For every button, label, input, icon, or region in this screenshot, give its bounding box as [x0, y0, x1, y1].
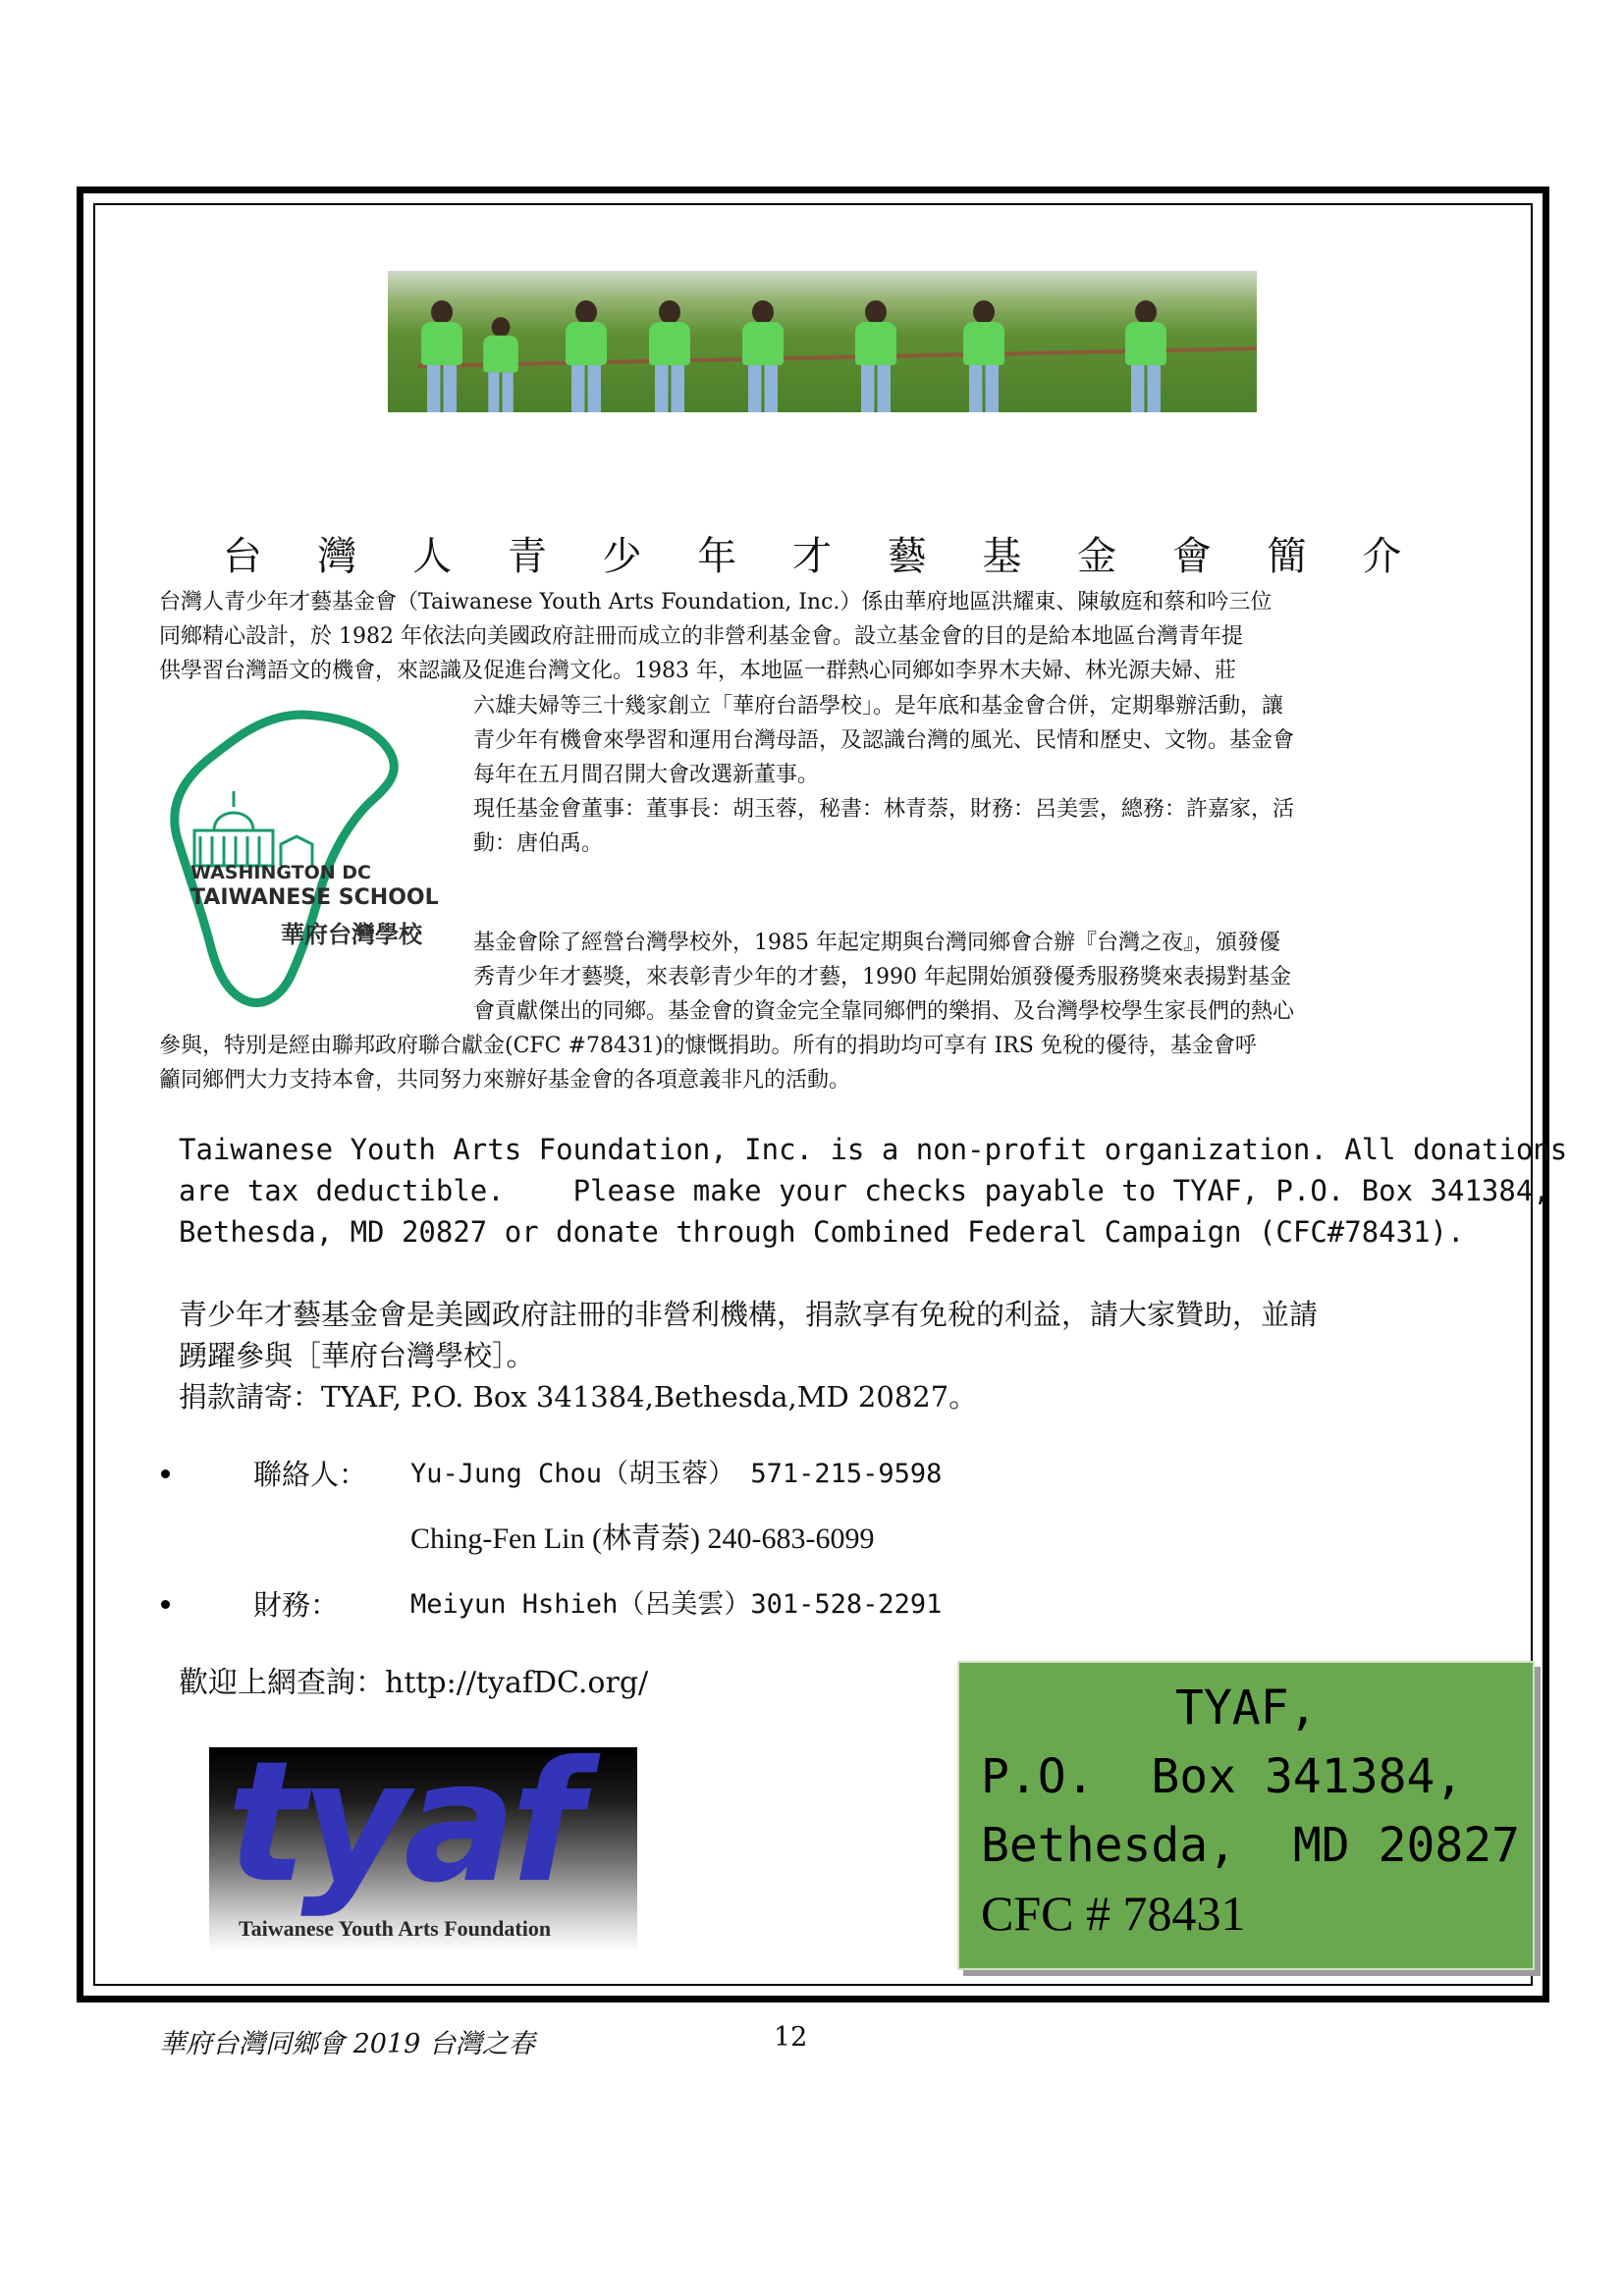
intro-line: 動：唐伯禹。: [473, 831, 604, 856]
english-line: Bethesda, MD 20827 or donate through Combined Federal Campaign (CFC#78431).: [179, 1215, 1465, 1249]
address-line-1: TYAF,: [1175, 1681, 1318, 1735]
intro-line: 秀青少年才藝獎，來表彰青少年的才藝，1990 年起開始頒發優秀服務獎來表揚對基金: [473, 965, 1291, 989]
english-line: are tax deductible. Please make your checks payable to TYAF, P.O. Box 341384,: [179, 1174, 1550, 1207]
school-logo-line1: WASHINGTON DC: [190, 862, 371, 883]
intro-line: 供學習台灣語文的機會，來認識及促進台灣文化。1983 年，本地區一群熱心同鄉如李界木夫婦、林光源夫婦、莊: [159, 659, 1236, 683]
intro-line: 每年在五月間召開大會改選新董事。: [473, 763, 820, 787]
tyaf-logo-word: tyaf: [227, 1747, 577, 1920]
child-figure: [415, 294, 468, 412]
address-box: [957, 1661, 1535, 1970]
chinese-line: 青少年才藝基金會是美國政府註冊的非營利機構，捐款享有免稅的利益，請大家贊助，並請: [179, 1298, 1319, 1331]
english-donation-text: [179, 1129, 1568, 1253]
taiwanese-school-logo: [155, 709, 450, 1013]
intro-line: 現任基金會董事：董事長：胡玉蓉，秘書：林青萘，財務：呂美雲，總務：許嘉家，活: [473, 797, 1295, 822]
finance-label: 財務：: [253, 1588, 340, 1622]
child-figure: [736, 294, 789, 412]
tyaf-logo-name: Taiwanese Youth Arts Foundation: [239, 1916, 552, 1941]
child-figure: [957, 294, 1010, 412]
chinese-donation-text: [179, 1294, 1475, 1417]
intro-paragraph-top: [159, 585, 1475, 688]
website-line: 歡迎上網查詢：http://tyafDC.org/: [179, 1666, 649, 1700]
contact-label: 聯絡人：: [253, 1458, 368, 1491]
taiwan-outline-icon: [155, 709, 450, 1013]
bullet-icon: [161, 1600, 170, 1609]
intro-line: 同鄉精心設計，於 1982 年依法向美國政府註冊而成立的非營利基金會。設立基金會的目的是給本地區台灣青年提: [159, 624, 1243, 649]
intro-line: 台灣人青少年才藝基金會（Taiwanese Youth Arts Foundation, Inc.）係由華府地區洪耀東、陳敏庭和蔡和吟三位: [159, 590, 1272, 614]
address-line-2: P.O. Box 341384,: [981, 1749, 1464, 1804]
tug-of-war-photo: [388, 271, 1257, 412]
english-line: Taiwanese Youth Arts Foundation, Inc. is a non-profit organization. All donations: [179, 1133, 1568, 1166]
footer-publication: 華府台灣同鄉會 2019 台灣之春: [159, 2029, 535, 2059]
contact-2: Ching-Fen Lin (林青萘) 240-683-6099: [410, 1522, 875, 1555]
contact-1: Yu-Jung Chou（胡玉蓉） 571-215-9598: [410, 1459, 943, 1489]
intro-paragraph-right-2: [473, 926, 1475, 1029]
finance-contact: Meiyun Hshieh（呂美雲）301-528-2291: [410, 1589, 943, 1620]
school-logo-line2: TAIWANESE SCHOOL: [190, 885, 439, 910]
page-title: 台 灣 人 青 少 年 才 藝 基 金 會 簡 介: [222, 534, 1424, 579]
chinese-line: 踴躍參與［華府台灣學校］。: [179, 1339, 535, 1372]
page-number: 12: [774, 2022, 808, 2053]
chinese-line: 捐款請寄：TYAF, P.O. Box 341384,Bethesda,MD 20827。: [179, 1380, 978, 1414]
address-line-4: CFC # 78431: [981, 1886, 1246, 1941]
bullet-icon: [161, 1469, 170, 1478]
address-line-3: Bethesda, MD 20827: [981, 1818, 1521, 1873]
intro-line: 籲同鄉們大力支持本會，共同努力來辦好基金會的各項意義非凡的活動。: [159, 1068, 851, 1093]
child-figure: [643, 294, 696, 412]
intro-line: 六雄夫婦等三十幾家創立「華府台語學校」。是年底和基金會合併，定期舉辦活動，讓: [473, 694, 1284, 719]
intro-paragraph-right-1: [473, 689, 1475, 861]
tyaf-logo: [209, 1747, 637, 1951]
child-figure: [560, 294, 613, 412]
intro-line: 基金會除了經營台灣學校外，1985 年起定期與台灣同鄉會合辦『台灣之夜』，頒發優: [473, 931, 1280, 955]
school-logo-line3: 華府台灣學校: [281, 921, 422, 948]
child-figure: [849, 294, 902, 412]
intro-line: 參與，特別是經由聯邦政府聯合獻金(CFC #78431)的慷慨捐助。所有的捐助均可享有 IRS 免稅的優待，基金會呼: [159, 1034, 1257, 1058]
intro-line: 青少年有機會來學習和運用台灣母語，及認識台灣的風光、民情和歷史、文物。基金會: [473, 728, 1295, 753]
intro-line: 會貢獻傑出的同鄉。基金會的資金完全靠同鄉們的樂捐、及台灣學校學生家長們的熱心: [473, 999, 1295, 1024]
intro-paragraph-bottom: [159, 1029, 1475, 1097]
child-figure: [478, 312, 523, 412]
child-figure: [1119, 294, 1172, 412]
